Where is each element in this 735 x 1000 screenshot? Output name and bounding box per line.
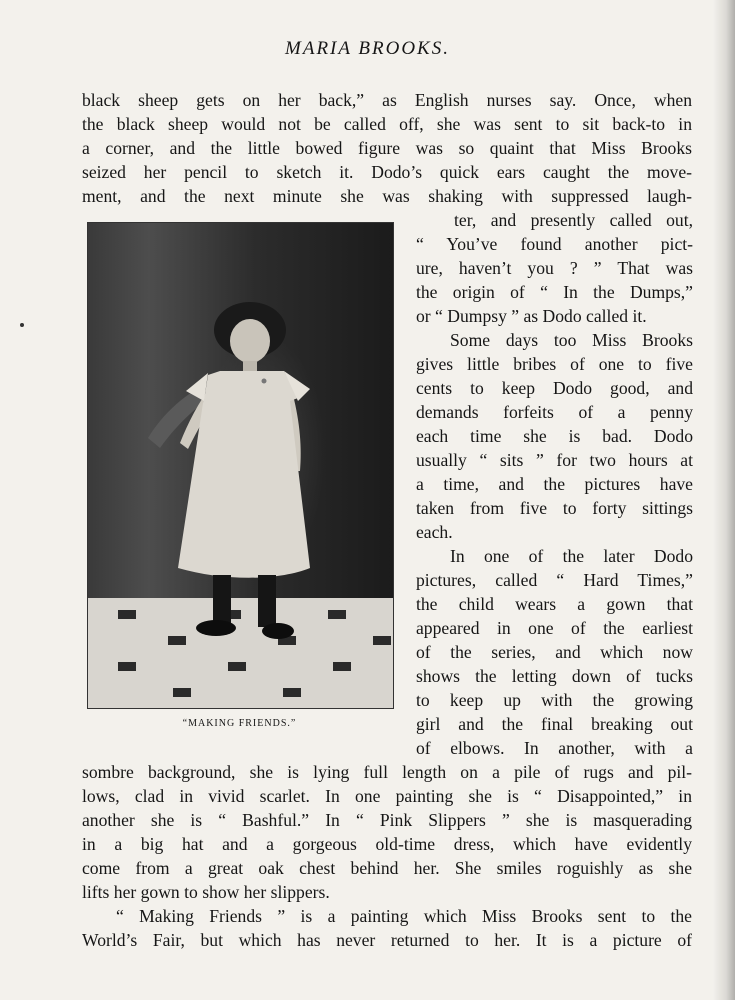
text-line: another she is “ Bashful.” In “ Pink Slippers ” she is masquerading: [82, 810, 692, 830]
text-line: seized her pencil to sketch it. Dodo’s quick ears caught the move-: [82, 162, 692, 182]
text-line: usually “ sits ” for two hours at: [416, 450, 693, 470]
text-line: sombre background, she is lying full length on a pile of rugs and pil-: [82, 762, 692, 782]
text-line: ure, haven’t you ? ” That was: [416, 258, 693, 278]
text-line: lifts her gown to show her slippers.: [82, 882, 330, 902]
margin-speck: [20, 323, 24, 327]
text-line: lows, clad in vivid scarlet. In one painting she is “ Disappointed,” in: [82, 786, 692, 806]
text-line: come from a great oak chest behind her. She smiles roguishly as she: [82, 858, 692, 878]
text-line: each time she is bad. Dodo: [416, 426, 693, 446]
text-line: gives little bribes of one to five: [416, 354, 693, 374]
text-line: or “ Dumpsy ” as Dodo called it.: [416, 306, 647, 326]
text-line: In one of the later Dodo: [450, 546, 693, 566]
text-line: Some days too Miss Brooks: [450, 330, 693, 350]
text-line: black sheep gets on her back,” as English nurses say. Once, when: [82, 90, 692, 110]
running-head: MARIA BROOKS.: [285, 38, 450, 59]
text-line: taken from five to forty sittings: [416, 498, 693, 518]
text-line: the child wears a gown that: [416, 594, 693, 614]
text-line: World’s Fair, but which has never returned to her. It is a picture of: [82, 930, 692, 950]
text-line: appeared in one of the earliest: [416, 618, 693, 638]
text-line: girl and the final breaking out: [416, 714, 693, 734]
text-line: ment, and the next minute she was shaking with suppressed laugh-: [82, 186, 692, 206]
text-line: shows the letting down of tucks: [416, 666, 693, 686]
girl-figure: [88, 223, 393, 708]
text-line: demands forfeits of a penny: [416, 402, 693, 422]
text-line: the origin of “ In the Dumps,”: [416, 282, 693, 302]
text-line: a time, and the pictures have: [416, 474, 693, 494]
text-line: of elbows. In another, with a: [416, 738, 693, 758]
text-line: “ Making Friends ” is a painting which Miss Brooks sent to the: [116, 906, 692, 926]
text-line: “ You’ve found another pict-: [416, 234, 693, 254]
text-line: pictures, called “ Hard Times,”: [416, 570, 693, 590]
text-line: cents to keep Dodo good, and: [416, 378, 693, 398]
text-line: each.: [416, 522, 453, 542]
text-line: of the series, and which now: [416, 642, 693, 662]
text-line: a corner, and the little bowed figure was so quaint that Miss Brooks: [82, 138, 692, 158]
text-line: the black sheep would not be called off, she was sent to sit back-to in: [82, 114, 692, 134]
text-line: to keep up with the growing: [416, 690, 693, 710]
text-line: in a big hat and a gorgeous old-time dress, which have evidently: [82, 834, 692, 854]
text-line: ter, and presently called out,: [454, 210, 693, 230]
figure-caption: “MAKING FRIENDS.”: [182, 718, 297, 729]
photograph-making-friends: [87, 222, 394, 709]
page-edge-shadow: [713, 0, 735, 1000]
